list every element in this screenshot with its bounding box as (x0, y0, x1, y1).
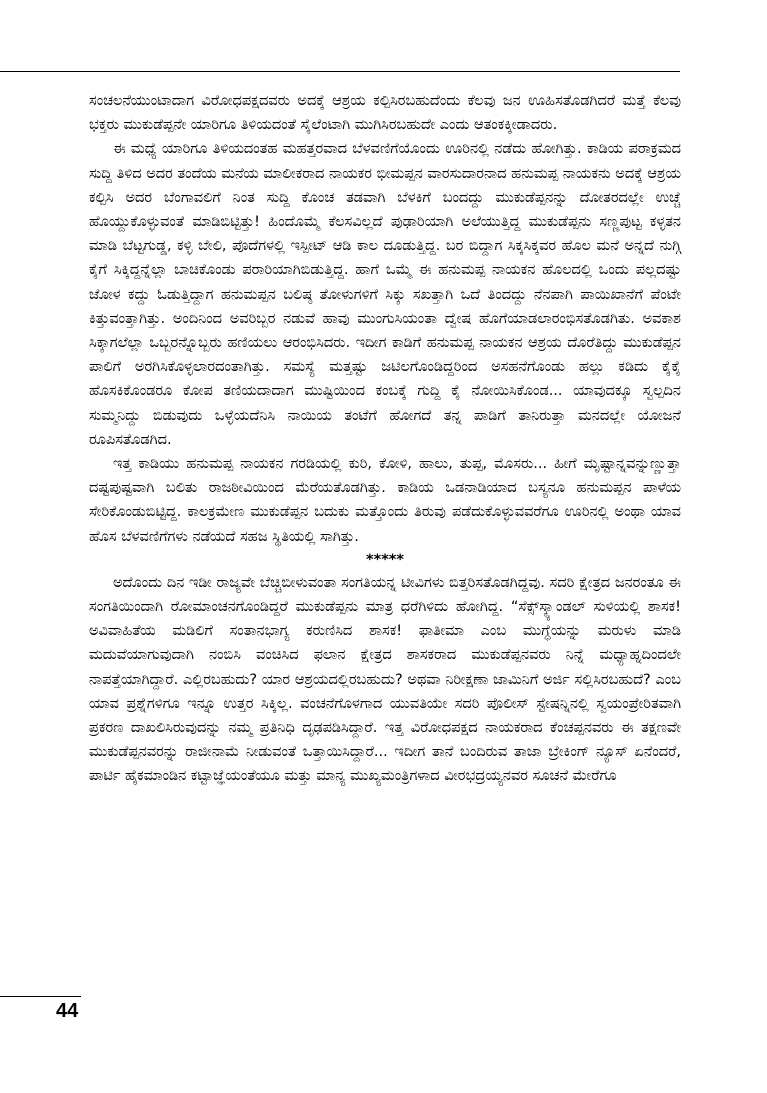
paragraph-3: ಇತ್ತ ಕಾಡಿಯು ಹನುಮಪ್ಪ ನಾಯಕನ ಗರಡಿಯಲ್ಲಿ ಕುರಿ, ಕೋಳಿ, ಹಾಲು, ತುಪ್ಪ, ಮೊಸರು... ಹೀಗೆ ಮೃಷ್ಟಾನ್ನವನ್ನುಣ್ಣುತ್ತಾ ದಷ್ಟಪುಷ್ಟವಾಗಿ ಬಲಿತು ರಾಜಠೀವಿಯಿಂದ ಮೆರೆಯತೊಡಗಿತ್ತು. ಕಾಡಿಯ ಒಡನಾಡಿಯಾದ ಬಸ್ಯನೂ ಹನುಮಪ್ಪನ ಪಾಳೆಯ ಸೇರಿಕೊಂಡುಬಿಟ್ಟಿದ್ದ. ಕಾಲಕ್ರಮೇಣ ಮುಕುಡೆಪ್ಪನ ಬದುಕು ಮತ್ತೊಂದು ತಿರುವು ಪಡೆದುಕೊಳ್ಳುವವರೆಗೂ ಊರಿನಲ್ಲಿ ಅಂಥಾ ಯಾವ ಹೊಸ ಬೆಳವಣಿಗೆಗಳು ನಡೆಯದೆ ಸಹಜ ಸ್ಥಿತಿಯಲ್ಲಿ ಸಾಗಿತ್ತು. (89, 456, 681, 545)
paragraph-1: ಸಂಚಲನೆಯುಂಟಾದಾಗ ವಿರೋಧಪಕ್ಷದವರು ಅದಕ್ಕೆ ಆಶ್ರಯ ಕಲ್ಪಿಸಿರಬಹುದೆಂದು ಕೆಲವು ಜನ ಊಹಿಸತೊಡಗಿದರೆ ಮತ್ತೆ ಕೆಲವು ಭಕ್ತರು ಮುಕುಡೆಪ್ಪನೇ ಯಾರಿಗೂ ತಿಳಿಯದಂತೆ ಸೈಲೆಂಟಾಗಿ ಮುಗಿಸಿರಬಹುದೇ ಎಂದು ಆತಂಕಕ್ಕೀಡಾದರು. (89, 93, 681, 134)
footer-rule (0, 996, 81, 997)
page-number: 44 (56, 1000, 79, 1022)
header-rule (0, 71, 680, 72)
body-text (89, 89, 681, 789)
paragraph-4: ಅದೊಂದು ದಿನ ಇಡೀ ರಾಜ್ಯವೇ ಬೆಚ್ಚಿಬೀಳುವಂತಾ ಸಂಗತಿಯನ್ನ ಟೀವಿಗಳು ಬಿತ್ತರಿಸತೊಡಗಿದ್ದವು. ಸದರಿ ಕ್ಷೇತ್ರದ ಜನರಂತೂ ಈ ಸಂಗತಿಯಿಂದಾಗಿ ರೋಮಾಂಚನಗೊಂಡಿದ್ದರೆ ಮುಕುಡೆಪ್ಪನು ಮಾತ್ರ ಧರೆಗಿಳಿದು ಹೋಗಿದ್ದ. “ಸೆಕ್ಸ್‌ಸ್ಕ್ಯಾಂಡಲ್ ಸುಳಿಯಲ್ಲಿ ಶಾಸಕ! ಅವಿವಾಹಿತೆಯ ಮಡಿಲಿಗೆ ಸಂತಾನಭಾಗ್ಯ ಕರುಣಿಸಿದ ಶಾಸಕ! ಫಾತೀಮಾ ಎಂಬ ಮುಗ್ಧೆಯನ್ನು ಮರುಳು ಮಾಡಿ ಮದುವೆಯಾಗುವುದಾಗಿ ನಂಬಿಸಿ ವಂಚಿಸಿದ ಫಲಾನ ಕ್ಷೇತ್ರದ ಶಾಸಕರಾದ ಮುಕುಡೆಪ್ಪನವರು ನಿನ್ನೆ ಮಧ್ಯಾಹ್ನದಿಂದಲೇ ನಾಪತ್ತೆಯಾಗಿದ್ದಾರೆ. ಎಲ್ಲಿರಬಹುದು? ಯಾರ ಆಶ್ರಯದಲ್ಲಿರಬಹುದು? ಅಥವಾ ನಿರೀಕ್ಷಣಾ ಜಾಮಿನಿಗೆ ಅರ್ಜಿ ಸಲ್ಲಿಸಿರಬಹುದೆ? ಎಂಬ ಯಾವ ಪ್ರಶ್ನೆಗಳಿಗೂ ಇನ್ನೂ ಉತ್ತರ ಸಿಕ್ಕಿಲ್ಲ. ವಂಚನೆಗೊಳಗಾದ ಯುವತಿಯೇ ಸದರಿ ಪೊಲೀಸ್ ಸ್ಟೇಷನ್ನಿನಲ್ಲಿ ಸ್ವಯಂಪ್ರೇರಿತವಾಗಿ ಪ್ರಕರಣ ದಾಖಲಿಸಿರುವುದನ್ನು ನಮ್ಮ ಪ್ರತಿನಿಧಿ ದೃಢಪಡಿಸಿದ್ದಾರೆ. ಇತ್ತ ವಿರೋಧಪಕ್ಷದ ನಾಯಕರಾದ ಕೆಂಚಪ್ಪನವರು ಈ ತಕ್ಷಣವೇ ಮುಕುಡೆಪ್ಪನವರನ್ನು ರಾಜೀನಾಮೆ ನೀಡುವಂತೆ ಒತ್ತಾಯಿಸಿದ್ದಾರೆ... ಇದೀಗ ತಾನೆ ಬಂದಿರುವ ತಾಜಾ ಬ್ರೇಕಿಂಗ್ ನ್ಯೂಸ್ ಏನೆಂದರೆ, ಪಾರ್ಟಿ ಹೈಕಮಾಂಡಿನ ಕಟ್ಟಾಜ್ಞೆಯಂತೆಯೂ ಮತ್ತು ಮಾನ್ಯ ಮುಖ್ಯಮಂತ್ರಿಗಳಾದ ವೀರಭದ್ರಯ್ಯನವರ ಸೂಚನೆ ಮೇರೆಗೂ (89, 574, 681, 785)
section-separator: ***** (366, 551, 404, 568)
paragraph-2: ಈ ಮಧ್ಯೆ ಯಾರಿಗೂ ತಿಳಿಯದಂತಹ ಮಹತ್ತರವಾದ ಬೆಳವಣಿಗೆಯೊಂದು ಊರಿನಲ್ಲಿ ನಡೆದು ಹೋಗಿತ್ತು. ಕಾಡಿಯ ಪರಾಕ್ರಮದ ಸುದ್ದಿ ತಿಳಿದ ಅದರ ತಂದೆಯ ಮನೆಯ ಮಾಲೀಕರಾದ ನಾಯಕರ ಭೀಮಪ್ಪನ ವಾರಸುದಾರನಾದ ಹನುಮಪ್ಪ ನಾಯಕನು ಅದಕ್ಕೆ ಆಶ್ರಯ ಕಲ್ಪಿಸಿ ಅದರ ಬೆಂಗಾವಲಿಗೆ ನಿಂತ ಸುದ್ದಿ ಕೊಂಚ ತಡವಾಗಿ ಬೆಳಕಿಗೆ ಬಂದದ್ದು ಮುಕುಡೆಪ್ಪನನ್ನು ದೋತರದಲ್ಲೇ ಉಚ್ಚೆ ಹೊಯ್ದುಕೊಳ್ಳುವಂತೆ ಮಾಡಿಬಿಟ್ಟಿತ್ತು! ಹಿಂದೊಮ್ಮೆ ಕೆಲಸವಿಲ್ಲದೆ ಪುಢಾರಿಯಾಗಿ ಅಲೆಯುತ್ತಿದ್ದ ಮುಕುಡೆಪ್ಪನು ಸಣ್ಣಪುಟ್ಟ ಕಳ್ಳತನ ಮಾಡಿ ಬೆಟ್ಟಗುಡ್ಡ, ಕಳ್ಳಿ ಬೇಲಿ, ಪೊದೆಗಳಲ್ಲಿ ಇಸ್ಪೀಟ್ ಆಡಿ ಕಾಲ ದೂಡುತ್ತಿದ್ದ. ಬರ ಬಿದ್ದಾಗ ಸಿಕ್ಕಸಿಕ್ಕವರ ಹೊಲ ಮನೆ ಅನ್ನದೆ ನುಗ್ಗಿ ಕೈಗೆ ಸಿಕ್ಕಿದ್ದನ್ನೆಲ್ಲಾ ಬಾಚಿಕೊಂಡು ಪರಾರಿಯಾಗಿಬಿಡುತ್ತಿದ್ದ. ಹಾಗೆ ಒಮ್ಮೆ ಈ ಹನುಮಪ್ಪ ನಾಯಕನ ಹೊಲದಲ್ಲಿ ಒಂದು ಪಲ್ಲದಷ್ಟು ಜೋಳ ಕದ್ದು ಓಡುತ್ತಿದ್ದಾಗ ಹನುಮಪ್ಪನ ಬಲಿಷ್ಠ ತೋಳುಗಳಿಗೆ ಸಿಕ್ಕು ಸಖತ್ತಾಗಿ ಒದೆ ತಿಂದದ್ದು ನೆನಪಾಗಿ ಪಾಯಿಖಾನೆಗೆ ಪೆಂಟೇ ಕಿತ್ತುವಂತ್ತಾಗಿತ್ತು. ಅಂದಿನಿಂದ ಅವರಿಬ್ಬರ ನಡುವೆ ಹಾವು ಮುಂಗುಸಿಯಂತಾ ದ್ವೇಷ ಹೊಗೆಯಾಡಲಾರಂಭಿಸತೊಡಗಿತು. ಅವಕಾಶ ಸಿಕ್ಕಾಗಲೆಲ್ಲಾ ಒಬ್ಬರನ್ನೊಬ್ಬರು ಹಣಿಯಲು ಆರಂಭಿಸಿದರು. ಇದೀಗ ಕಾಡಿಗೆ ಹನುಮಪ್ಪ ನಾಯಕನ ಆಶ್ರಯ ದೊರೆತಿದ್ದು ಮುಕುಡೆಪ್ಪನ ಪಾಲಿಗೆ ಅರಗಿಸಿಕೊಳ್ಳಲಾರದಂತಾಗಿತ್ತು. ಸಮಸ್ಯೆ ಮತ್ತಷ್ಟು ಜಟಿಲಗೊಂಡಿದ್ದರಿಂದ ಅಸಹನೆಗೊಂಡು ಹಲ್ಲು ಕಡಿದು ಕೈಕೈ ಹೊಸಕಿಕೊಂಡರೂ ಕೋಪ ತಣಿಯದಾದಾಗ ಮುಷ್ಟಿಯಿಂದ ಕಂಬಕ್ಕೆ ಗುದ್ದಿ ಕೈ ನೋಯಿಸಿಕೊಂಡ... ಯಾವುದಕ್ಕೂ ಸ್ವಲ್ಪದಿನ ಸುಮ್ಮನಿದ್ದು ಬಿಡುವುದು ಒಳ್ಳೆಯದೆನಿಸಿ ನಾಯಿಯ ತಂಟೆಗೆ ಹೋಗದೆ ತನ್ನ ಪಾಡಿಗೆ ತಾನಿರುತ್ತಾ ಮನದಲ್ಲೇ ಯೋಜನೆ ರೂಪಿಸತೊಡಗಿದ. (89, 141, 681, 448)
